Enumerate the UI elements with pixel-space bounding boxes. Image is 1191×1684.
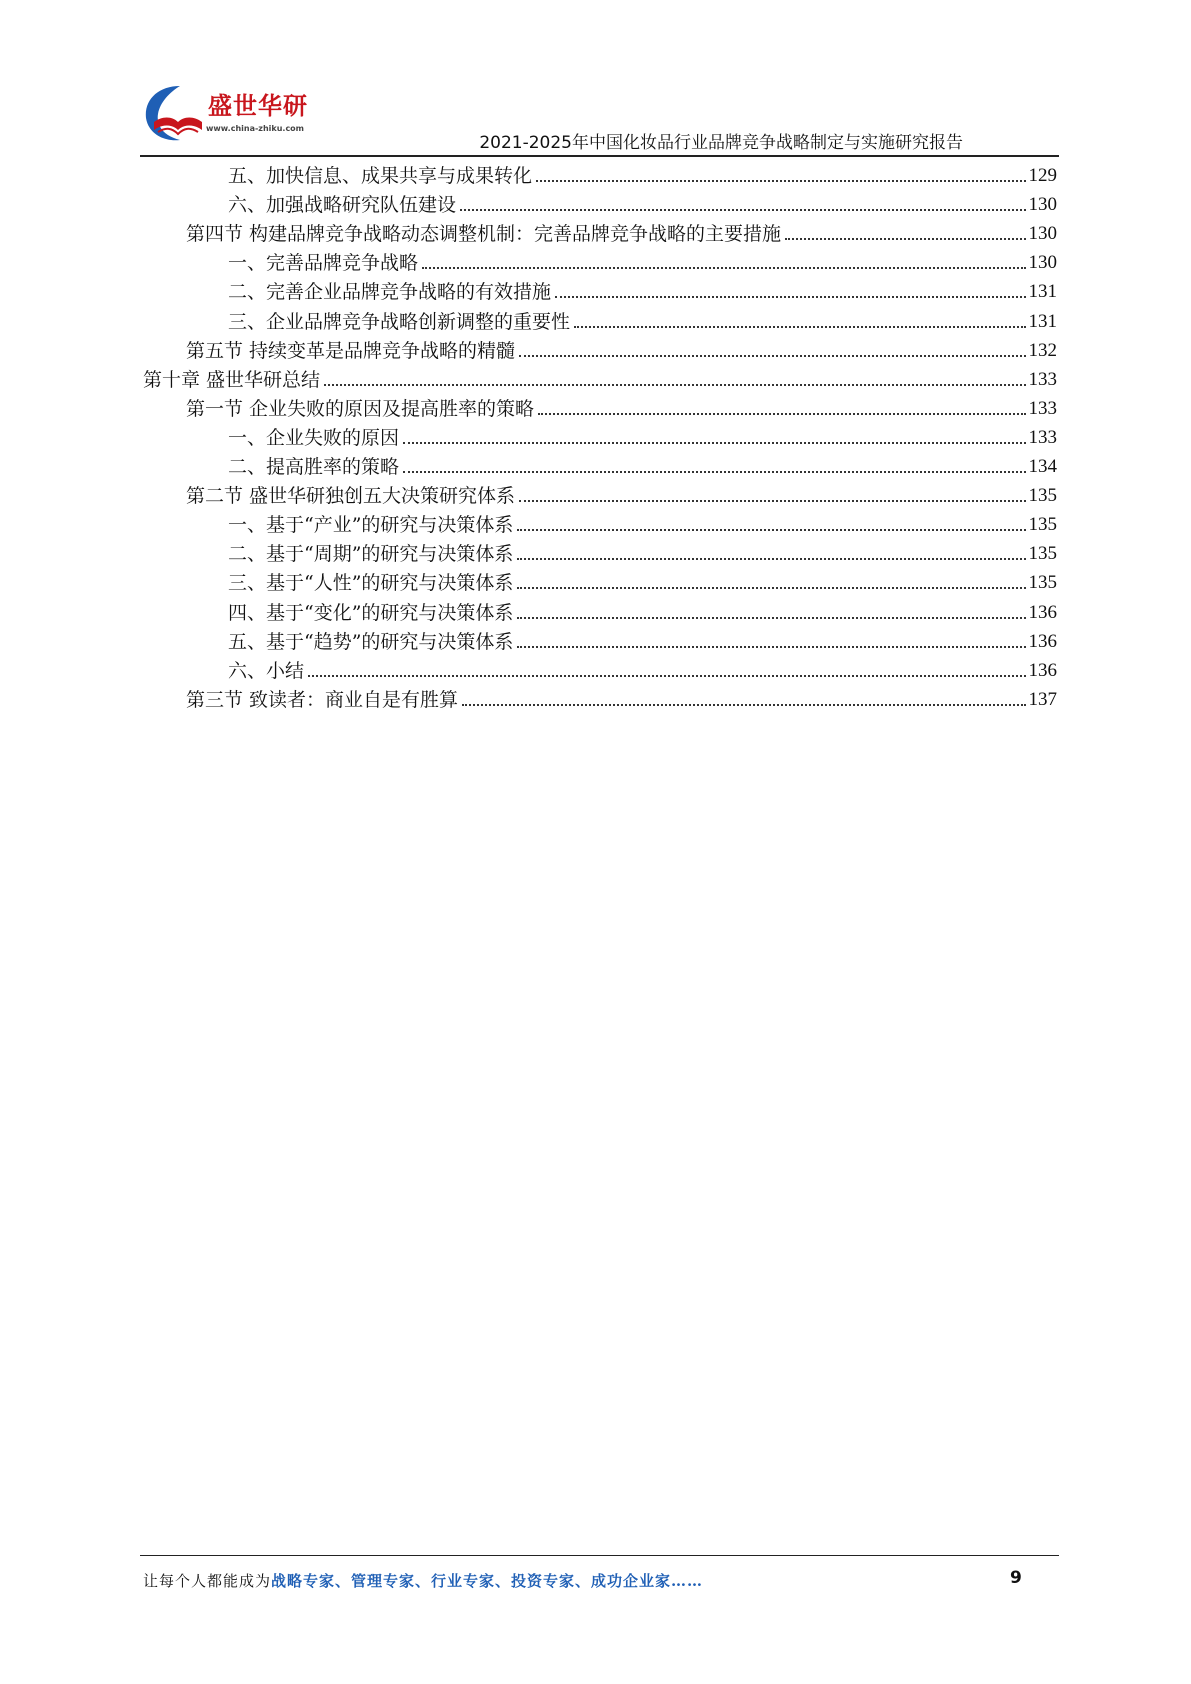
toc-entry-page: 137: [1028, 688, 1057, 710]
toc-entry-page: 132: [1028, 339, 1057, 361]
footer-divider: [140, 1555, 1059, 1556]
toc-entry-page: 133: [1028, 426, 1057, 448]
toc-entry[interactable]: [186, 393, 1057, 421]
toc-leader-dots: [517, 529, 1025, 531]
toc-entry-label: 第二节 盛世华研独创五大决策研究体系: [186, 485, 516, 508]
toc-entry[interactable]: [143, 364, 1057, 392]
toc-entry-page: 133: [1028, 368, 1057, 390]
toc-leader-dots: [785, 238, 1025, 240]
toc-entry-page: 135: [1028, 572, 1057, 594]
toc-leader-dots: [517, 617, 1025, 619]
toc-entry-label: 五、基于“趋势”的研究与决策体系: [228, 630, 514, 653]
footer-slogan: [143, 1570, 703, 1591]
toc-entry-label: 五、加快信息、成果共享与成果转化: [228, 165, 533, 187]
toc-entry-page: 136: [1028, 601, 1057, 623]
toc-entry-page: 130: [1028, 223, 1057, 245]
toc-entry-label: 一、企业失败的原因: [228, 426, 400, 449]
toc-entry-label: 二、基于“周期”的研究与决策体系: [228, 543, 514, 566]
toc-entry[interactable]: [228, 509, 1057, 537]
toc-entry-label: 二、提高胜率的策略: [228, 456, 400, 478]
report-title: 2021-2025年中国化妆品行业品牌竞争战略制定与实施研究报告: [479, 133, 963, 153]
page-number: 9: [1010, 1568, 1022, 1588]
toc-entry-label: 第四节 构建品牌竞争战略动态调整机制：完善品牌竞争战略的主要措施: [186, 223, 782, 246]
toc-entry[interactable]: [228, 306, 1057, 334]
toc-entry-label: 三、基于“人性”的研究与决策体系: [228, 572, 514, 595]
toc-entry-page: 130: [1028, 194, 1057, 216]
toc-entry[interactable]: [186, 335, 1057, 363]
toc-leader-dots: [574, 326, 1025, 328]
toc-entry[interactable]: [228, 597, 1057, 625]
toc-entry[interactable]: [228, 655, 1057, 683]
logo-name: 盛世华研: [208, 92, 308, 120]
toc-entry[interactable]: [228, 538, 1057, 566]
toc-entry[interactable]: [228, 189, 1057, 217]
toc-entry-label: 一、完善品牌竞争战略: [228, 252, 419, 275]
toc-entry[interactable]: [186, 218, 1057, 246]
toc-leader-dots: [517, 587, 1025, 589]
toc-leader-dots: [403, 471, 1025, 473]
toc-leader-dots: [536, 180, 1025, 182]
toc-entry[interactable]: [186, 480, 1057, 508]
toc-leader-dots: [308, 675, 1025, 677]
toc-entry[interactable]: [228, 160, 1057, 188]
toc-entry-label: 一、基于“产业”的研究与决策体系: [228, 514, 514, 537]
toc-entry-label: 六、小结: [228, 659, 305, 682]
toc-entry-label: 第一节 企业失败的原因及提高胜率的策略: [186, 397, 535, 420]
logo-mark-icon: [140, 82, 206, 144]
toc-entry-label: 第五节 持续变革是品牌竞争战略的精髓: [186, 339, 516, 362]
toc-entry-page: 134: [1028, 456, 1057, 477]
toc-entry-page: 133: [1028, 397, 1057, 419]
toc-leader-dots: [519, 355, 1025, 357]
toc-entry-label: 四、基于“变化”的研究与决策体系: [228, 601, 514, 624]
toc-leader-dots: [517, 558, 1025, 560]
toc-leader-dots: [403, 442, 1025, 444]
company-logo: [140, 82, 310, 148]
toc-entry-page: 131: [1028, 310, 1057, 332]
toc-leader-dots: [538, 413, 1025, 415]
footer-slogan-prefix: 让每个人都能成为: [143, 1572, 272, 1590]
toc-leader-dots: [555, 296, 1025, 298]
footer-slogan-highlight: 战略专家、管理专家、行业专家、投资专家、成功企业家……: [271, 1572, 704, 1590]
toc-entry[interactable]: [228, 247, 1057, 275]
toc-entry-page: 135: [1028, 514, 1057, 536]
toc-leader-dots: [324, 384, 1025, 386]
toc-entry[interactable]: [228, 276, 1057, 304]
toc-entry-label: 第十章 盛世华研总结: [143, 368, 321, 391]
toc-entry-page: 135: [1028, 485, 1057, 507]
toc-entry-label: 二、完善企业品牌竞争战略的有效措施: [228, 281, 552, 304]
toc-entry-page: 130: [1028, 252, 1057, 274]
toc-entry-label: 三、企业品牌竞争战略创新调整的重要性: [228, 310, 571, 333]
toc-leader-dots: [517, 646, 1025, 648]
toc-entry-page: 135: [1028, 543, 1057, 565]
toc-leader-dots: [462, 704, 1025, 706]
toc-entry-label: 第三节 致读者：商业自是有胜算: [186, 688, 459, 711]
toc-entry-label: 六、加强战略研究队伍建设: [228, 194, 457, 217]
toc-leader-dots: [519, 500, 1025, 502]
toc-leader-dots: [422, 267, 1025, 269]
header-divider: [140, 155, 1059, 157]
toc-entry[interactable]: [228, 626, 1057, 654]
toc-entry[interactable]: [228, 567, 1057, 595]
logo-url: www.china-zhiku.com: [206, 124, 305, 133]
toc-entry-page: 129: [1028, 165, 1057, 186]
toc-entry-page: 136: [1028, 630, 1057, 652]
toc-entry-page: 136: [1028, 659, 1057, 681]
toc-leader-dots: [460, 209, 1025, 211]
toc-entry[interactable]: [186, 684, 1057, 712]
toc-entry[interactable]: [228, 422, 1057, 450]
toc-entry[interactable]: [228, 451, 1057, 479]
toc-entry-page: 131: [1028, 281, 1057, 303]
